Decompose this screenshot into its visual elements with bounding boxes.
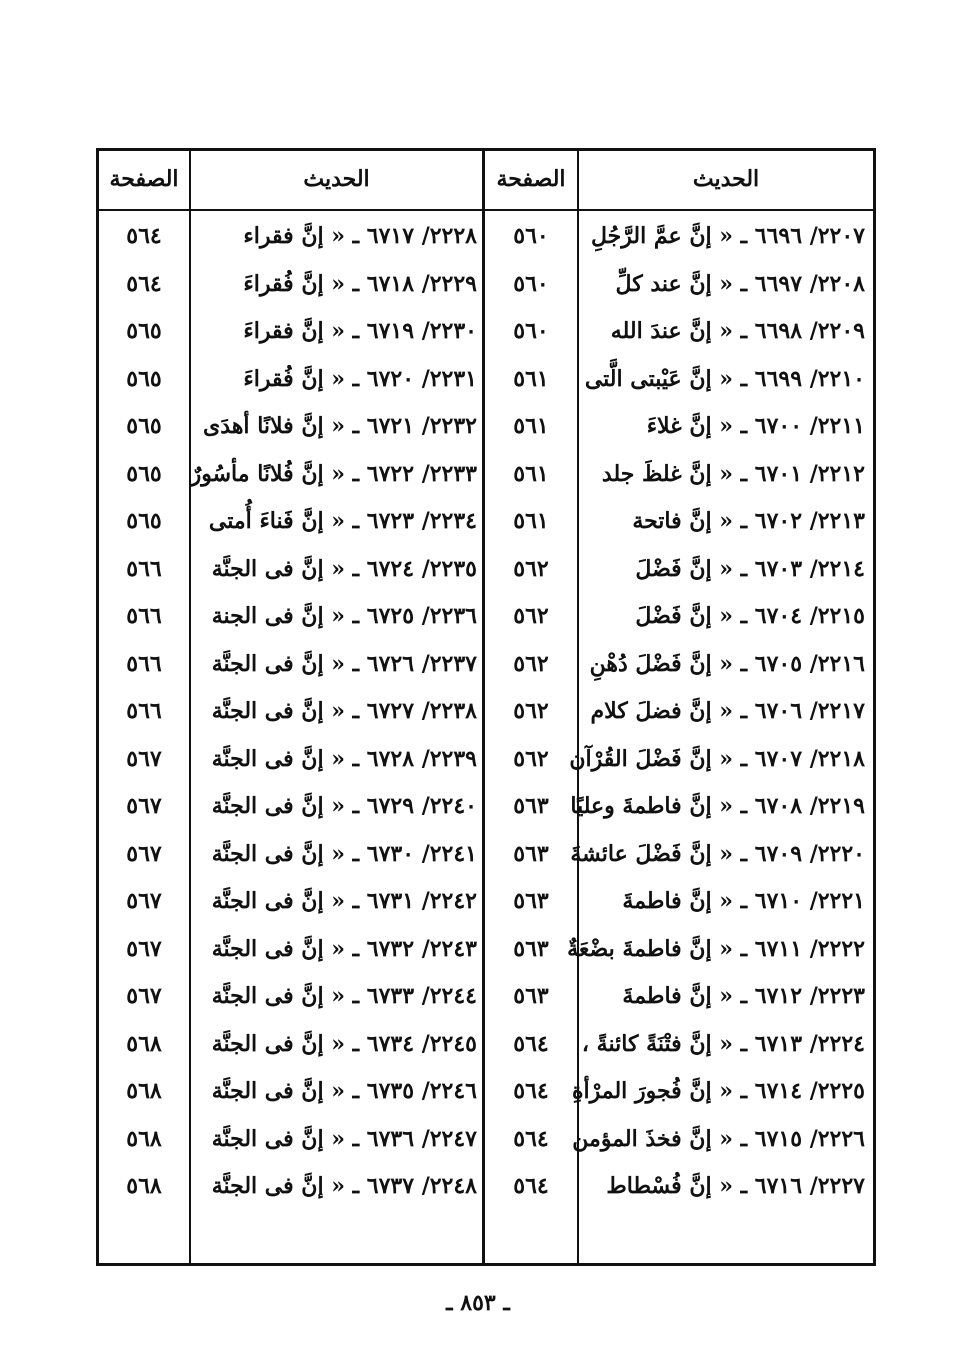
right-page-cell: ٥٦٢: [513, 603, 549, 629]
table-row: [99, 593, 873, 641]
left-page-cell: ٥٦٤: [126, 270, 162, 297]
table-row: [99, 498, 873, 546]
left-hadith-cell: ٢٢٤١/ ٦٧٣٠ ـ « إنَّ فى الجنَّة: [211, 840, 477, 867]
table-row: [99, 688, 873, 736]
left-hadith-cell: ٢٢٤٢/ ٦٧٣١ ـ « إنَّ فى الجنَّة: [211, 888, 477, 914]
right-hadith-cell: ٢٢٠٧/ ٦٦٩٦ ـ « إنَّ عمَّ الرَّجُلِ: [591, 223, 865, 249]
left-page-cell: ٥٦٦: [126, 555, 162, 582]
left-hadith-cell: ٢٢٣١/ ٦٧٢٠ ـ « إنَّ فُقراءَ: [243, 365, 477, 392]
table-row: [99, 308, 873, 356]
table-row: [99, 356, 873, 404]
left-hadith-cell: ٢٢٣٥/ ٦٧٢٤ ـ « إنَّ فى الجنَّة: [211, 555, 477, 582]
left-page-cell: ٥٦٧: [126, 935, 162, 962]
table-row: [99, 213, 873, 261]
left-hadith-cell: ٢٢٣٩/ ٦٧٢٨ ـ « إنَّ فى الجنَّة: [211, 745, 477, 772]
right-hadith-cell: ٢٢١٤/ ٦٧٠٣ ـ « إنَّ فَضْلَ: [635, 555, 865, 582]
right-hadith-cell: ٢٢٢٧/ ٦٧١٦ ـ « إنَّ فُسْطاط: [606, 1173, 865, 1199]
left-hadith-cell: ٢٢٣٦/ ٦٧٢٥ ـ « إنَّ فى الجنة: [211, 603, 477, 629]
right-hadith-cell: ٢٢١٧/ ٦٧٠٦ ـ « إنَّ فضلَ كلام: [590, 698, 865, 724]
right-page-cell: ٥٦٠: [513, 270, 549, 297]
left-hadith-cell: ٢٢٣٧/ ٦٧٢٦ ـ « إنَّ فى الجنَّة: [211, 650, 477, 677]
right-hadith-cell: ٢٢١٣/ ٦٧٠٢ ـ « إنَّ فاتحة: [632, 508, 865, 534]
table-row: [99, 926, 873, 974]
left-hadith-cell: ٢٢٣٨/ ٦٧٢٧ ـ « إنَّ فى الجنَّة: [211, 698, 477, 724]
left-page-cell: ٥٦٨: [126, 1173, 162, 1199]
table-row: [99, 831, 873, 879]
left-page-cell: ٥٦٨: [126, 1125, 162, 1152]
right-page-cell: ٥٦١: [513, 413, 549, 439]
left-hadith-cell: ٢٢٣٢/ ٦٧٢١ ـ « إنَّ فلانًا أهدَى: [203, 413, 477, 439]
table-row: [99, 641, 873, 689]
right-hadith-cell: ٢٢١٨/ ٦٧٠٧ ـ « إنَّ فَضْلَ القُرْآن: [569, 745, 865, 772]
table-row: [99, 878, 873, 926]
left-page-cell: ٥٦٧: [126, 983, 162, 1009]
right-hadith-cell: ٢٢١٠/ ٦٦٩٩ ـ « إنَّ عَيْبتى الَّتى: [584, 365, 865, 392]
left-page-cell: ٥٦٥: [126, 413, 162, 439]
right-page-cell: ٥٦٣: [513, 983, 549, 1009]
right-page-cell: ٥٦١: [513, 365, 549, 392]
left-page-cell: ٥٦٧: [126, 840, 162, 867]
table-row: [99, 1021, 873, 1069]
left-page-cell: ٥٦٥: [126, 365, 162, 392]
left-hadith-cell: ٢٢٣٠/ ٦٧١٩ ـ « إنَّ فقراءَ: [243, 318, 477, 344]
right-page-cell: ٥٦١: [513, 460, 549, 487]
left-hadith-cell: ٢٢٣٤/ ٦٧٢٣ ـ « إنَّ فَناءَ أُمتى: [208, 508, 477, 534]
left-page-cell: ٥٦٥: [126, 460, 162, 487]
table-row: [99, 783, 873, 831]
left-page-cell: ٥٦٦: [126, 698, 162, 724]
header-page-right: الصفحة: [496, 166, 566, 192]
right-hadith-cell: ٢٢٢٢/ ٦٧١١ ـ « إنَّ فاطمةَ بضْعَةٌ: [567, 935, 865, 962]
header-hadith-right: الحديث: [692, 166, 760, 192]
left-page-cell: ٥٦٧: [126, 793, 162, 819]
right-page-cell: ٥٦٢: [513, 698, 549, 724]
left-hadith-cell: ٢٢٢٨/ ٦٧١٧ ـ « إنَّ فقراء: [243, 223, 477, 249]
right-page-cell: ٥٦٤: [513, 1030, 549, 1057]
right-page-cell: ٥٦٤: [513, 1173, 549, 1199]
table-body: [99, 213, 873, 1263]
right-page-cell: ٥٦٣: [513, 840, 549, 867]
header-page-left: الصفحة: [109, 166, 179, 192]
left-page-cell: ٥٦٧: [126, 745, 162, 772]
right-hadith-cell: ٢٢١٥/ ٦٧٠٤ ـ « إنَّ فَضْلَ: [635, 603, 865, 629]
table-row: [99, 736, 873, 784]
left-hadith-cell: ٢٢٤٧/ ٦٧٣٦ ـ « إنَّ فى الجنَّة: [211, 1125, 477, 1152]
right-hadith-cell: ٢٢٢١/ ٦٧١٠ ـ « إنَّ فاطمةَ: [622, 888, 865, 914]
left-page-cell: ٥٦٤: [126, 223, 162, 249]
left-page-cell: ٥٦٥: [126, 508, 162, 534]
index-table: [96, 148, 876, 1266]
right-hadith-cell: ٢٢٠٩/ ٦٦٩٨ ـ « إنَّ عندَ الله: [610, 318, 865, 344]
header-hadith-left: الحديث: [303, 166, 370, 192]
left-page-cell: ٥٦٦: [126, 650, 162, 677]
table-row: [99, 451, 873, 499]
table-row: [99, 973, 873, 1021]
right-hadith-cell: ٢٢١٢/ ٦٧٠١ ـ « إنَّ غلظَ جلد: [601, 460, 865, 487]
right-page-cell: ٥٦٤: [513, 1078, 549, 1104]
right-hadith-cell: ٢٢٢٠/ ٦٧٠٩ ـ « إنَّ فَضْلَ عائشةَ: [570, 840, 865, 867]
left-page-cell: ٥٦٥: [126, 318, 162, 344]
header-divider: [99, 209, 873, 211]
left-hadith-cell: ٢٢٤٥/ ٦٧٣٤ ـ « إنَّ فى الجنَّة: [211, 1030, 477, 1057]
left-page-cell: ٥٦٨: [126, 1078, 162, 1104]
right-hadith-cell: ٢٢٢٤/ ٦٧١٣ ـ « إنَّ فتْنَةً كائنةً ،: [581, 1030, 865, 1057]
left-hadith-cell: ٢٢٤٦/ ٦٧٣٥ ـ « إنَّ فى الجنَّة: [211, 1078, 477, 1104]
table-row: [99, 1116, 873, 1164]
right-page-cell: ٥٦٢: [513, 745, 549, 772]
right-page-cell: ٥٦٣: [513, 793, 549, 819]
right-page-cell: ٥٦٣: [513, 935, 549, 962]
page-number: ـ ٨٥٣ ـ: [446, 1290, 510, 1316]
left-page-cell: ٥٦٧: [126, 888, 162, 914]
right-hadith-cell: ٢٢١٦/ ٦٧٠٥ ـ « إنَّ فَضْلَ دُهْنِ: [589, 650, 865, 677]
left-hadith-cell: ٢٢٣٣/ ٦٧٢٢ ـ « إنَّ فُلانًا مأسُورٌ: [190, 460, 477, 487]
right-page-cell: ٥٦٢: [513, 650, 549, 677]
right-hadith-cell: ٢٢١٩/ ٦٧٠٨ ـ « إنَّ فاطمةَ وعليًا: [570, 793, 865, 819]
left-hadith-cell: ٢٢٤٨/ ٦٧٣٧ ـ « إنَّ فى الجنَّة: [211, 1173, 477, 1199]
table-row: [99, 1163, 873, 1211]
right-hadith-cell: ٢٢٢٥/ ٦٧١٤ ـ « إنَّ فُجورَ المرْأةِ: [571, 1078, 865, 1104]
right-hadith-cell: ٢٢٠٨/ ٦٦٩٧ ـ « إنَّ عند كلِّ: [615, 270, 865, 297]
left-hadith-cell: ٢٢٢٩/ ٦٧١٨ ـ « إنَّ فُقراءَ: [243, 270, 477, 297]
left-hadith-cell: ٢٢٤٠/ ٦٧٢٩ ـ « إنَّ فى الجنَّة: [211, 793, 477, 819]
right-page-cell: ٥٦٢: [513, 555, 549, 582]
right-hadith-cell: ٢٢٢٦/ ٦٧١٥ ـ « إنَّ فخذَ المؤمن: [572, 1125, 865, 1152]
left-page-cell: ٥٦٨: [126, 1030, 162, 1057]
table-row: [99, 546, 873, 594]
left-hadith-cell: ٢٢٤٤/ ٦٧٣٣ ـ « إنَّ فى الجنَّة: [211, 983, 477, 1009]
table-row: [99, 403, 873, 451]
right-page-cell: ٥٦١: [513, 508, 549, 534]
right-page-cell: ٥٦٤: [513, 1125, 549, 1152]
left-hadith-cell: ٢٢٤٣/ ٦٧٣٢ ـ « إنَّ فى الجنَّة: [211, 935, 477, 962]
left-page-cell: ٥٦٦: [126, 603, 162, 629]
right-hadith-cell: ٢٢٢٣/ ٦٧١٢ ـ « إنَّ فاطمةَ: [622, 983, 865, 1009]
right-page-cell: ٥٦٠: [513, 223, 549, 249]
right-page-cell: ٥٦٣: [513, 888, 549, 914]
right-hadith-cell: ٢٢١١/ ٦٧٠٠ ـ « إنَّ غلاءَ: [646, 413, 865, 439]
right-page-cell: ٥٦٠: [513, 318, 549, 344]
table-row: [99, 1068, 873, 1116]
table-row: [99, 261, 873, 309]
